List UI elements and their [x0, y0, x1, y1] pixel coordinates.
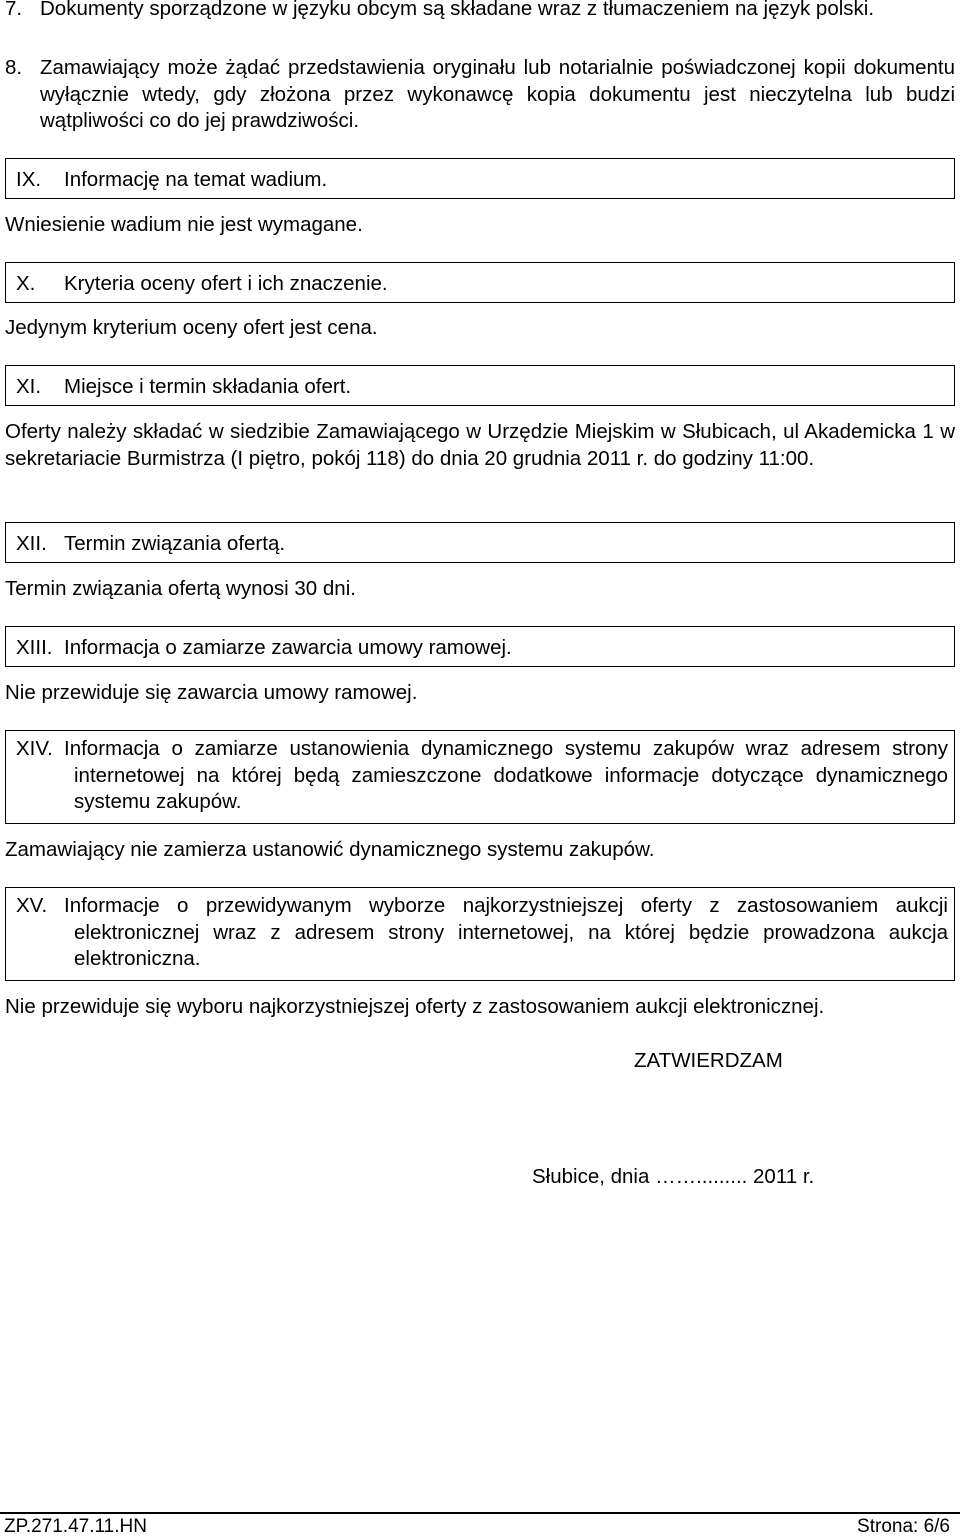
footer-page-number: Strona: 6/6 — [857, 1516, 950, 1537]
list-number: 7. — [5, 0, 23, 20]
list-text: Zamawiający może żądać przedstawienia oryginału lub notarialnie poświadczonej kopii dokumentu wyłącznie wtedy, gdy złożona przez wykonawcę kopia dokumentu jest nieczytelna lub budzi wątpliwości co do jej prawdziwości. — [40, 56, 955, 132]
place-date: Słubice, dnia ……......... 2011 r. — [532, 1165, 815, 1188]
section-heading-xi — [5, 365, 955, 406]
section-number: XII. — [16, 532, 47, 555]
footer-rule — [0, 1512, 960, 1514]
approval-label: ZATWIERDZAM — [634, 1049, 783, 1072]
section-number: IX. — [16, 168, 42, 191]
section-number: X. — [16, 272, 36, 295]
section-number: XV. — [16, 894, 48, 917]
section-heading-xiv — [5, 730, 955, 824]
section-number: XIV. — [16, 737, 53, 760]
section-heading-xiii — [5, 626, 955, 667]
section-number: XIII. — [16, 636, 53, 659]
section-heading-xv — [5, 887, 955, 981]
section-title: Informację na temat wadium. — [64, 168, 328, 191]
list-number: 8. — [5, 56, 23, 79]
section-title: Informacja o zamiarze zawarcia umowy ramowej. — [64, 636, 512, 659]
section-heading-ix — [5, 158, 955, 199]
section-title: Termin związania ofertą. — [64, 532, 286, 555]
section-heading-xii — [5, 522, 955, 563]
section-body-xv: Nie przewiduje się wyboru najkorzystniejszej oferty z zastosowaniem aukcji elektronicznej. — [5, 995, 825, 1018]
list-text: Dokumenty sporządzone w języku obcym są składane wraz z tłumaczeniem na język polski. — [40, 0, 875, 20]
section-body-xi: Oferty należy składać w siedzibie Zamawiającego w Urzędzie Miejskim w Słubicach, ul Akademicka 1 w sekretariacie Burmistrza (I piętro, pokój 118) do dnia 20 grudnia 2011 r. do godziny 11:00. — [5, 420, 955, 470]
section-title: Miejsce i termin składania ofert. — [64, 375, 352, 398]
section-body-x: Jedynym kryterium oceny ofert jest cena. — [5, 316, 378, 339]
section-heading-x — [5, 262, 955, 303]
footer-reference: ZP.271.47.11.HN — [4, 1516, 147, 1537]
section-body-xiii: Nie przewiduje się zawarcia umowy ramowej. — [5, 681, 418, 704]
section-title: Informacja o zamiarze ustanowienia dynamicznego systemu zakupów wraz adresem strony internetowej na której będą zamieszczone dodatkowe informacje dotyczące dynamicznego systemu zakupów. — [64, 737, 948, 813]
section-body-xii: Termin związania ofertą wynosi 30 dni. — [5, 577, 356, 600]
section-body-xiv: Zamawiający nie zamierza ustanowić dynamicznego systemu zakupów. — [5, 838, 655, 861]
section-number: XI. — [16, 375, 42, 398]
section-title: Informacje o przewidywanym wyborze najkorzystniejszej oferty z zastosowaniem aukcji elektronicznej wraz z adresem strony internetowej, na której będzie prowadzona aukcja elektroniczna. — [64, 894, 948, 970]
section-title: Kryteria oceny ofert i ich znaczenie. — [64, 272, 388, 295]
section-body-ix: Wniesienie wadium nie jest wymagane. — [5, 213, 363, 236]
